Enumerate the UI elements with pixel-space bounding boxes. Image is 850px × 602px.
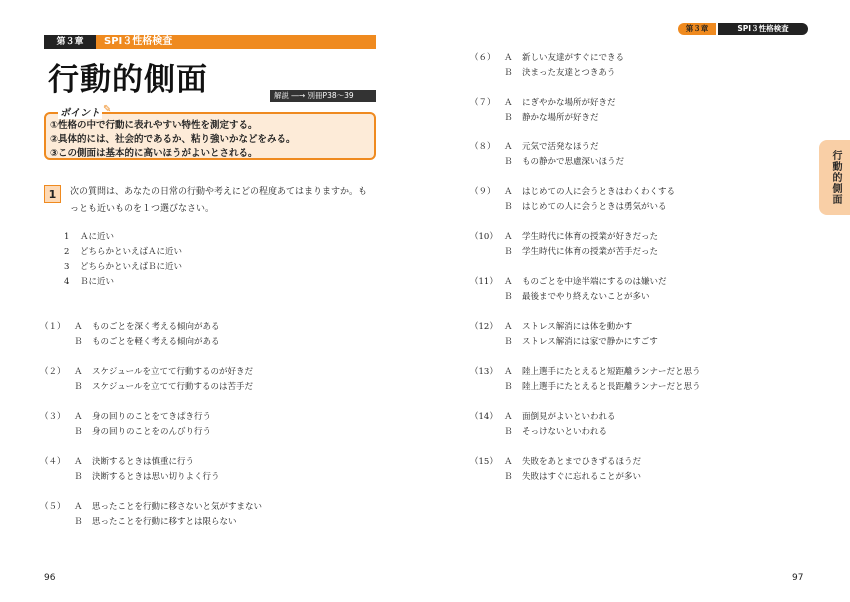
section-title: 行動的側面 [48,62,208,98]
page-number-right: 97 [792,573,804,583]
point-line-3: ③この側面は基本的に高いほうがよいとされる。 [50,148,258,159]
item-row-a: （10） Ａ 学生時代に体育の授業が好きだった [470,232,659,242]
item-row-a: （６） Ａ 新しい友達がすぐにできる [470,53,625,63]
item-row-b: Ｂ もの静かで思慮深いほうだ [504,157,625,167]
item-row-a: （２） Ａ スケジュールを立てて行動するのが好きだ [40,367,253,377]
item-row-b: Ｂ 学生時代に体育の授業が苦手だった [504,247,659,257]
item-row-b: Ｂ 最後までやり終えないことが多い [504,292,650,302]
item-row-b: Ｂ ものごとを軽く考える傾向がある [74,337,220,347]
item-row-a: （９） Ａ はじめての人に会うときはわくわくする [470,187,676,197]
question-text-line-1: 次の質問は、あなたの日常の行動や考えにどの程度あてはまりますか。も [70,187,368,197]
item-row-a: （７） Ａ にぎやかな場所が好きだ [470,98,616,108]
question-text-line-2: っとも近いものを１つ選びなさい。 [70,204,215,214]
page-number-left: 96 [44,573,56,583]
chapter-number: 第３章 [44,35,96,49]
item-row-b: Ｂ 陸上選手にたとえると長距離ランナーだと思う [504,382,701,392]
item-row-b: Ｂ そっけないといわれる [504,427,608,437]
chapter-title: SPI３性格検査 [104,36,173,47]
scale-option: 2 どちらかといえばＡに近い [64,247,183,257]
question-number-badge: 1 [44,185,61,203]
point-line-1: ①性格の中で行動に表れやすい特性を測定する。 [50,120,258,131]
right-chapter-number: 第３章 [678,23,716,35]
item-row-a: （１） Ａ ものごとを深く考える傾向がある [40,322,220,332]
item-row-a: （14） Ａ 面倒見がよいといわれる [470,412,616,422]
item-row-a: （４） Ａ 決断するときは慎重に行う [40,457,195,467]
item-row-a: （11） Ａ ものごとを中途半端にするのは嫌いだ [470,277,667,287]
side-index-tab: 行動的側面 [819,140,850,215]
item-row-b: Ｂ 失敗はすぐに忘れることが多い [504,472,642,482]
item-row-a: （13） Ａ 陸上選手にたとえると短距離ランナーだと思う [470,367,701,377]
item-row-b: Ｂ 身の回りのことをのんびり行う [74,427,212,437]
item-row-b: Ｂ 決まった友達とつきあう [504,68,616,78]
chapter-header-bar [44,35,376,49]
item-row-a: （15） Ａ 失敗をあとまでひきずるほうだ [470,457,642,467]
scale-option: 1 Ａに近い [64,232,115,242]
item-row-b: Ｂ ストレス解消には家で静かにすごす [504,337,658,347]
item-row-a: （３） Ａ 身の回りのことをてきぱき行う [40,412,212,422]
point-label: ポイント [58,104,102,119]
sparkle-icon: ✎ [103,104,112,115]
item-row-a: （８） Ａ 元気で活発なほうだ [470,142,599,152]
item-row-b: Ｂ 決断するときは思い切りよく行う [74,472,220,482]
item-row-b: Ｂ 思ったことを行動に移すとは限らない [74,517,237,527]
item-row-a: （５） Ａ 思ったことを行動に移さないと気がすまない [40,502,263,512]
point-line-2: ②具体的には、社会的であるか、粘り強いかなどをみる。 [50,134,296,145]
scale-option: 4 Ｂに近い [64,277,115,287]
answer-reference: 解説 ―→ 別冊P38～39 [270,90,376,102]
item-row-b: Ｂ 静かな場所が好きだ [504,113,599,123]
item-row-a: （12） Ａ ストレス解消には体を動かす [470,322,633,332]
scale-option: 3 どちらかといえばＢに近い [64,262,183,272]
right-chapter-title: SPI３性格検査 [718,23,808,35]
item-row-b: Ｂ スケジュールを立てて行動するのは苦手だ [74,382,253,392]
item-row-b: Ｂ はじめての人に会うときは勇気がいる [504,202,667,212]
